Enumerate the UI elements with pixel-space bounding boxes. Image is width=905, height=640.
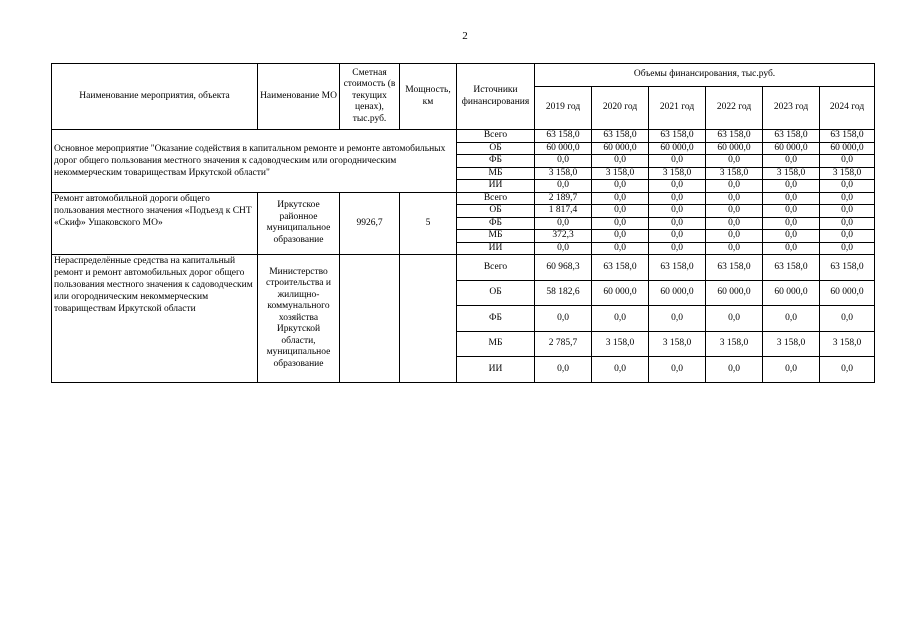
value-cell: 3 158,0 — [592, 167, 649, 180]
measure-name-cell: Ремонт автомобильной дороги общего пользования местного значения «Подъезд к СНТ «Скиф» Ушаковского МО» — [52, 192, 258, 255]
value-cell: 60 000,0 — [592, 280, 649, 306]
source-label: ОБ — [457, 142, 535, 155]
power-cell: 5 — [400, 192, 457, 255]
value-cell: 60 968,3 — [535, 255, 592, 281]
value-cell: 60 000,0 — [763, 280, 820, 306]
source-label: МБ — [457, 331, 535, 357]
header-year: 2024 год — [820, 87, 875, 130]
header-volumes: Объемы финансирования, тыс.руб. — [535, 64, 875, 87]
source-label: ОБ — [457, 205, 535, 218]
table-body — [52, 130, 875, 383]
value-cell: 3 158,0 — [763, 167, 820, 180]
table-row — [52, 130, 875, 143]
value-cell: 60 000,0 — [706, 142, 763, 155]
value-cell: 0,0 — [706, 217, 763, 230]
value-cell: 0,0 — [763, 306, 820, 332]
value-cell: 2 189,7 — [535, 192, 592, 205]
value-cell: 3 158,0 — [706, 331, 763, 357]
value-cell: 0,0 — [820, 192, 875, 205]
value-cell: 3 158,0 — [763, 331, 820, 357]
value-cell: 0,0 — [592, 230, 649, 243]
value-cell: 0,0 — [820, 306, 875, 332]
value-cell: 0,0 — [820, 230, 875, 243]
mo-cell: Министерство строительства и жилищно-коммунального хозяйства Иркутской области, муниципальное образование — [258, 255, 340, 383]
value-cell: 60 000,0 — [706, 280, 763, 306]
value-cell: 0,0 — [706, 155, 763, 168]
source-label: ИИ — [457, 242, 535, 255]
value-cell: 0,0 — [649, 192, 706, 205]
measure-name-cell: Основное мероприятие "Оказание содействия в капитальном ремонте и ремонте автомобильных дорог общего пользования местного значения к садоводческим или огородническим некоммерческим товариществам Иркутской области" — [52, 130, 457, 193]
value-cell: 0,0 — [649, 180, 706, 193]
source-label: ФБ — [457, 155, 535, 168]
value-cell: 63 158,0 — [820, 130, 875, 143]
source-label: ОБ — [457, 280, 535, 306]
header-year: 2019 год — [535, 87, 592, 130]
value-cell: 60 000,0 — [592, 142, 649, 155]
value-cell: 3 158,0 — [820, 331, 875, 357]
header-year: 2020 год — [592, 87, 649, 130]
value-cell: 3 158,0 — [820, 167, 875, 180]
source-label: Всего — [457, 192, 535, 205]
value-cell: 60 000,0 — [820, 280, 875, 306]
value-cell: 0,0 — [763, 217, 820, 230]
value-cell: 60 000,0 — [649, 280, 706, 306]
value-cell: 0,0 — [763, 242, 820, 255]
value-cell: 3 158,0 — [592, 331, 649, 357]
value-cell: 0,0 — [820, 242, 875, 255]
source-label: Всего — [457, 255, 535, 281]
value-cell: 0,0 — [706, 306, 763, 332]
value-cell: 0,0 — [592, 205, 649, 218]
value-cell: 60 000,0 — [763, 142, 820, 155]
value-cell: 3 158,0 — [649, 167, 706, 180]
source-label: ФБ — [457, 217, 535, 230]
cost-cell: 9926,7 — [340, 192, 400, 255]
value-cell: 0,0 — [649, 357, 706, 383]
value-cell: 0,0 — [706, 180, 763, 193]
value-cell: 63 158,0 — [649, 255, 706, 281]
value-cell: 0,0 — [649, 205, 706, 218]
header-name: Наименование мероприятия, объекта — [52, 64, 258, 130]
measure-name-cell: Нераспределённые средства на капитальный ремонт и ремонт автомобильных дорог общего пользования местного значения к садоводческим или огородническим некоммерческим товариществам Иркутской области — [52, 255, 258, 383]
value-cell: 0,0 — [706, 192, 763, 205]
header-year: 2022 год — [706, 87, 763, 130]
value-cell: 0,0 — [592, 192, 649, 205]
table-row — [52, 255, 875, 281]
value-cell: 0,0 — [820, 180, 875, 193]
value-cell: 63 158,0 — [820, 255, 875, 281]
value-cell: 0,0 — [706, 230, 763, 243]
value-cell: 60 000,0 — [820, 142, 875, 155]
header-power: Мощность, км — [400, 64, 457, 130]
financing-table — [51, 63, 875, 383]
value-cell: 2 785,7 — [535, 331, 592, 357]
value-cell: 0,0 — [649, 217, 706, 230]
value-cell: 63 158,0 — [535, 130, 592, 143]
value-cell: 0,0 — [706, 242, 763, 255]
source-label: МБ — [457, 230, 535, 243]
value-cell: 372,3 — [535, 230, 592, 243]
value-cell: 0,0 — [763, 155, 820, 168]
header-sources: Источники финансирования — [457, 64, 535, 130]
value-cell: 0,0 — [649, 242, 706, 255]
value-cell: 3 158,0 — [706, 167, 763, 180]
value-cell: 63 158,0 — [592, 255, 649, 281]
source-label: Всего — [457, 130, 535, 143]
value-cell: 0,0 — [763, 205, 820, 218]
value-cell: 0,0 — [820, 155, 875, 168]
source-label: МБ — [457, 167, 535, 180]
value-cell: 0,0 — [763, 192, 820, 205]
value-cell: 63 158,0 — [763, 130, 820, 143]
value-cell: 0,0 — [592, 180, 649, 193]
source-label: ИИ — [457, 357, 535, 383]
value-cell: 0,0 — [649, 306, 706, 332]
source-label: ФБ — [457, 306, 535, 332]
value-cell: 1 817,4 — [535, 205, 592, 218]
value-cell: 0,0 — [706, 357, 763, 383]
value-cell: 60 000,0 — [649, 142, 706, 155]
power-cell — [400, 255, 457, 383]
value-cell: 0,0 — [592, 242, 649, 255]
value-cell: 0,0 — [649, 230, 706, 243]
value-cell: 60 000,0 — [535, 142, 592, 155]
value-cell: 63 158,0 — [649, 130, 706, 143]
header-mo: Наименование МО — [258, 64, 340, 130]
cost-cell — [340, 255, 400, 383]
value-cell: 58 182,6 — [535, 280, 592, 306]
value-cell: 3 158,0 — [649, 331, 706, 357]
table-row — [52, 192, 875, 205]
value-cell: 0,0 — [592, 217, 649, 230]
mo-cell: Иркутское районное муниципальное образование — [258, 192, 340, 255]
value-cell: 0,0 — [592, 155, 649, 168]
page-number: 2 — [462, 30, 468, 42]
value-cell: 0,0 — [820, 217, 875, 230]
value-cell: 0,0 — [535, 242, 592, 255]
value-cell: 3 158,0 — [535, 167, 592, 180]
value-cell: 0,0 — [763, 230, 820, 243]
value-cell: 0,0 — [820, 205, 875, 218]
value-cell: 0,0 — [820, 357, 875, 383]
source-label: ИИ — [457, 180, 535, 193]
value-cell: 0,0 — [592, 306, 649, 332]
value-cell: 63 158,0 — [706, 130, 763, 143]
value-cell: 0,0 — [592, 357, 649, 383]
value-cell: 0,0 — [535, 155, 592, 168]
value-cell: 0,0 — [706, 205, 763, 218]
header-cost: Сметная стоимость (в текущих ценах), тыс.руб. — [340, 64, 400, 130]
value-cell: 0,0 — [535, 217, 592, 230]
header-year: 2021 год — [649, 87, 706, 130]
value-cell: 63 158,0 — [592, 130, 649, 143]
value-cell: 0,0 — [763, 357, 820, 383]
value-cell: 0,0 — [535, 357, 592, 383]
header-year: 2023 год — [763, 87, 820, 130]
value-cell: 0,0 — [535, 306, 592, 332]
value-cell: 0,0 — [649, 155, 706, 168]
value-cell: 63 158,0 — [763, 255, 820, 281]
value-cell: 63 158,0 — [706, 255, 763, 281]
value-cell: 0,0 — [763, 180, 820, 193]
value-cell: 0,0 — [535, 180, 592, 193]
